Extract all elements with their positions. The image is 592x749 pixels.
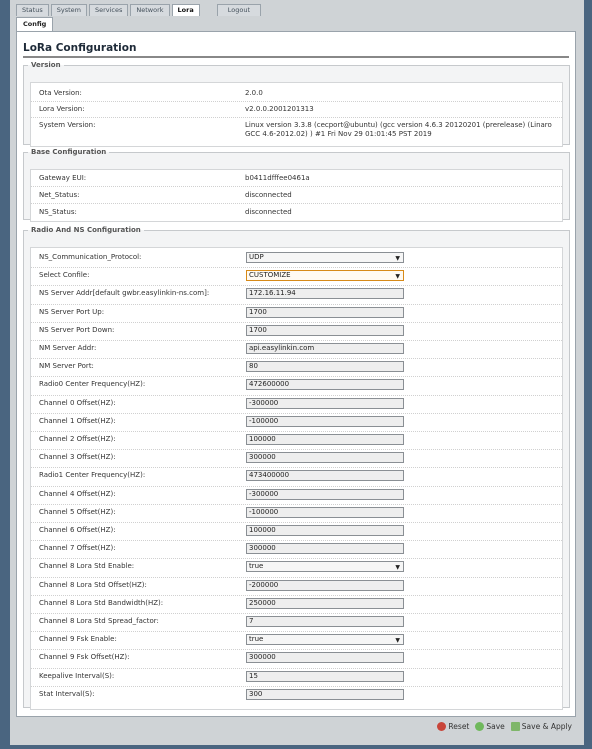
config-row	[31, 359, 562, 377]
config-label: NM Server Port:	[39, 362, 94, 371]
version-legend: Version	[31, 61, 61, 69]
config-input[interactable]: 472600000	[246, 379, 404, 390]
tab-network[interactable]: Network	[130, 4, 169, 16]
config-label: Keepalive Interval(S):	[39, 671, 115, 680]
config-select[interactable]	[246, 252, 404, 263]
config-input[interactable]: 300	[246, 689, 404, 700]
config-row	[31, 596, 562, 614]
save-button[interactable]	[475, 722, 504, 731]
config-row	[31, 559, 562, 577]
config-row	[31, 450, 562, 468]
config-row	[31, 578, 562, 596]
config-select[interactable]	[246, 561, 404, 572]
net-status-row	[31, 188, 562, 204]
base-config-section	[23, 148, 570, 220]
system-version-row	[31, 118, 562, 146]
footer-buttons	[437, 722, 572, 731]
config-row	[31, 286, 562, 304]
ns-status-value: disconnected	[245, 208, 292, 216]
config-input[interactable]: 100000	[246, 434, 404, 445]
gateway-eui-label: Gateway EUI:	[39, 174, 87, 182]
subtab-config[interactable]: Config	[16, 17, 53, 31]
config-row	[31, 341, 562, 359]
lora-version-row	[31, 102, 562, 118]
apply-icon	[511, 722, 520, 731]
config-row	[31, 687, 562, 705]
config-input[interactable]: 300000	[246, 543, 404, 554]
config-input[interactable]: 300000	[246, 652, 404, 663]
config-row	[31, 414, 562, 432]
system-version-value: Linux version 3.3.8 (cecport@ubuntu) (gcc version 4.6.3 20120201 (prerelease) (Linaro GCC 4.6-2012.02) ) #1 Fri Nov 29 01:01:45 PST 2019	[245, 121, 552, 138]
config-label: Channel 8 Lora Std Spread_factor:	[39, 617, 159, 625]
page-title: LoRa Configuration	[23, 42, 137, 54]
config-label: Stat Interval(S):	[39, 689, 95, 698]
config-input[interactable]: api.easylinkin.com	[246, 343, 404, 354]
tab-system[interactable]: System	[51, 4, 87, 16]
config-row	[31, 305, 562, 323]
save-label: Save	[486, 722, 505, 731]
config-row	[31, 669, 562, 687]
config-label: Radio1 Center Frequency(HZ):	[39, 471, 146, 480]
config-row	[31, 396, 562, 414]
version-section	[23, 61, 570, 145]
config-label: Channel 8 Lora Std Enable:	[39, 562, 135, 571]
config-label: Channel 3 Offset(HZ):	[39, 453, 116, 462]
base-config-table	[30, 169, 563, 222]
ns-status-label: NS_Status:	[39, 208, 77, 216]
config-row	[31, 250, 562, 268]
tab-services[interactable]: Services	[89, 4, 128, 16]
config-input[interactable]: 172.16.11.94	[246, 288, 404, 299]
radio-ns-legend: Radio And NS Configuration	[31, 226, 141, 234]
config-label: Channel 6 Offset(HZ):	[39, 526, 116, 534]
tab-logout[interactable]: Logout	[217, 4, 261, 16]
config-label: NM Server Addr:	[39, 344, 97, 352]
config-select[interactable]	[246, 634, 404, 645]
config-input[interactable]: 1700	[246, 325, 404, 336]
save-apply-button[interactable]	[511, 722, 572, 731]
select-value: UDP	[249, 253, 264, 261]
gateway-eui-value: b0411dfffee0461a	[245, 174, 310, 182]
config-input[interactable]: 1700	[246, 307, 404, 318]
config-row	[31, 432, 562, 450]
config-label: NS_Communication_Protocol:	[39, 253, 142, 261]
config-row	[31, 505, 562, 523]
chevron-down-icon: ▼	[395, 564, 400, 572]
config-row	[31, 268, 562, 286]
net-status-label: Net_Status:	[39, 191, 80, 199]
config-label: Channel 9 Fsk Enable:	[39, 635, 117, 644]
ns-status-row	[31, 205, 562, 221]
config-input[interactable]: 250000	[246, 598, 404, 609]
config-label: NS Server Port Down:	[39, 325, 115, 334]
config-label: Channel 1 Offset(HZ):	[39, 416, 116, 425]
lora-version-label: Lora Version:	[39, 105, 85, 113]
config-row	[31, 632, 562, 650]
config-row	[31, 614, 562, 632]
config-input[interactable]: 100000	[246, 525, 404, 536]
base-config-legend: Base Configuration	[31, 148, 107, 156]
tab-lora[interactable]: Lora	[172, 4, 200, 16]
config-label: Channel 8 Lora Std Bandwidth(HZ):	[39, 598, 164, 607]
config-input[interactable]: -300000	[246, 489, 404, 500]
version-table	[30, 82, 563, 147]
config-input[interactable]: 80	[246, 361, 404, 372]
reset-icon	[437, 722, 446, 731]
save-icon	[475, 722, 484, 731]
select-value: true	[249, 562, 264, 571]
config-label: Channel 0 Offset(HZ):	[39, 398, 116, 407]
chevron-down-icon: ▼	[395, 273, 400, 281]
config-input[interactable]: 300000	[246, 452, 404, 463]
config-input[interactable]: -300000	[246, 398, 404, 409]
ota-version-value: 2.0.0	[245, 89, 263, 97]
config-row	[31, 468, 562, 486]
net-status-value: disconnected	[245, 191, 292, 199]
radio-ns-table	[30, 247, 563, 710]
sub-tabs	[16, 17, 53, 31]
save-apply-label: Save & Apply	[521, 722, 572, 731]
gateway-eui-row	[31, 171, 562, 187]
top-tabs	[16, 4, 261, 16]
chevron-down-icon: ▼	[395, 637, 400, 645]
config-row	[31, 377, 562, 395]
config-row	[31, 650, 562, 668]
config-label: Select Confile:	[39, 271, 90, 280]
config-input[interactable]: 7	[246, 616, 404, 627]
ota-version-label: Ota Version:	[39, 89, 82, 97]
reset-label: Reset	[448, 722, 470, 731]
config-row	[31, 523, 562, 541]
reset-button[interactable]	[437, 722, 469, 731]
config-input[interactable]: -200000	[246, 580, 404, 591]
config-input[interactable]: -100000	[246, 416, 404, 427]
config-label: Channel 4 Offset(HZ):	[39, 489, 116, 498]
config-label: Channel 8 Lora Std Offset(HZ):	[39, 580, 147, 589]
ota-version-row	[31, 86, 562, 102]
config-input[interactable]: 473400000	[246, 470, 404, 481]
config-page	[16, 31, 576, 717]
select-value: CUSTOMIZE	[249, 271, 291, 280]
config-input[interactable]: -100000	[246, 507, 404, 518]
config-label: Channel 2 Offset(HZ):	[39, 435, 116, 443]
lora-version-value: v2.0.0.2001201313	[245, 105, 314, 113]
config-label: Channel 7 Offset(HZ):	[39, 544, 116, 553]
radio-ns-section	[23, 226, 570, 708]
chevron-down-icon: ▼	[395, 255, 400, 262]
config-row	[31, 541, 562, 559]
config-row	[31, 487, 562, 505]
config-label: NS Server Addr[default gwbr.easylinkin-ns.com]:	[39, 289, 210, 298]
config-label: Radio0 Center Frequency(HZ):	[39, 380, 146, 389]
system-version-label: System Version:	[39, 121, 96, 129]
config-row	[31, 323, 562, 341]
config-select[interactable]	[246, 270, 404, 281]
config-label: NS Server Port Up:	[39, 307, 105, 316]
config-label: Channel 9 Fsk Offset(HZ):	[39, 653, 130, 662]
config-input[interactable]: 15	[246, 671, 404, 682]
title-divider	[23, 56, 569, 58]
config-label: Channel 5 Offset(HZ):	[39, 507, 116, 516]
tab-status[interactable]: Status	[16, 4, 49, 16]
select-value: true	[249, 635, 264, 644]
